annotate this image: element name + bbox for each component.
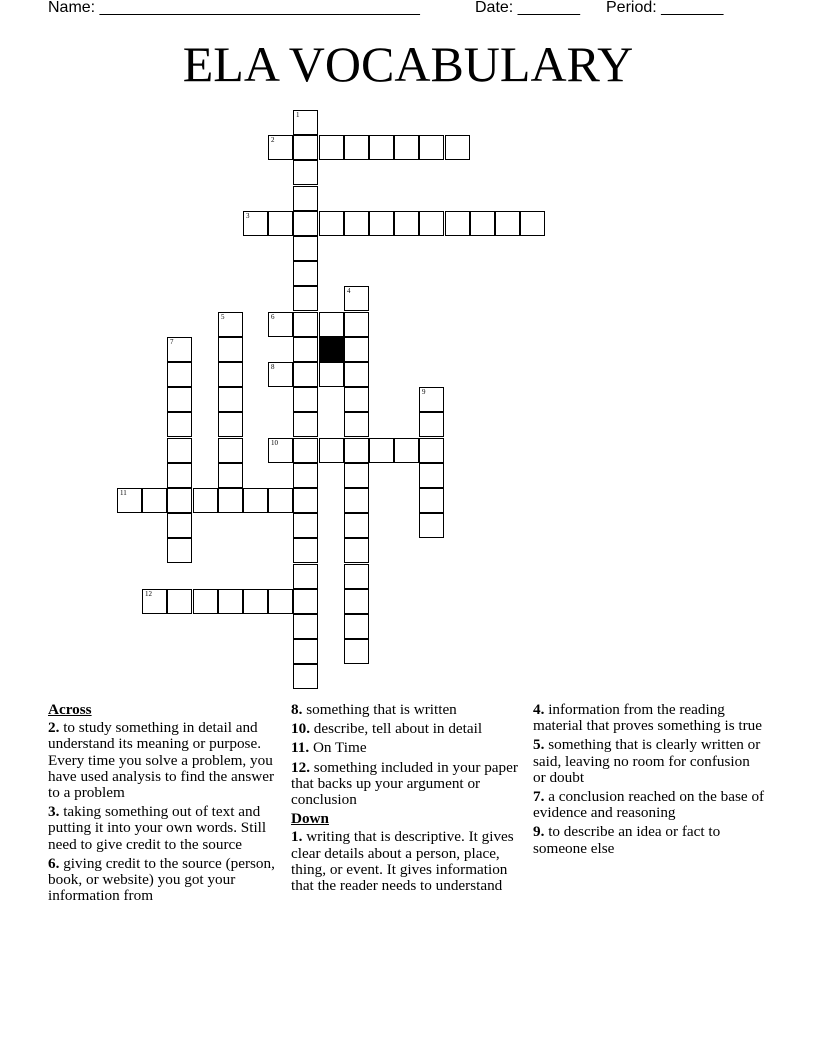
crossword-cell[interactable]	[268, 589, 293, 614]
crossword-cell[interactable]	[218, 412, 243, 437]
crossword-cell[interactable]	[369, 438, 394, 463]
crossword-cell[interactable]	[419, 463, 444, 488]
crossword-cell[interactable]	[243, 589, 268, 614]
crossword-cell[interactable]	[394, 135, 419, 160]
crossword-cell[interactable]	[344, 362, 369, 387]
clue-text: giving credit to the source (person, book, or website) you got your information from	[48, 854, 275, 905]
crossword-cell[interactable]	[218, 312, 243, 337]
crossword-cell[interactable]	[167, 463, 192, 488]
crossword-cell[interactable]	[218, 463, 243, 488]
clue-number: 10	[271, 439, 278, 447]
date-field[interactable]: Date: _______	[475, 0, 580, 16]
crossword-cell[interactable]	[193, 589, 218, 614]
crossword-cell[interactable]	[167, 387, 192, 412]
clue-text: a conclusion reached on the base of evidence and reasoning	[533, 788, 765, 822]
crossword-cell[interactable]	[293, 211, 318, 236]
crossword-cell[interactable]	[293, 186, 318, 211]
clue-number: 2	[271, 136, 275, 144]
clue-item	[533, 737, 765, 786]
crossword-cell[interactable]	[167, 488, 192, 513]
clue-item	[48, 720, 280, 801]
crossword-cell[interactable]	[218, 337, 243, 362]
crossword-cell[interactable]	[293, 538, 318, 563]
clue-number-label: 9.	[533, 823, 545, 841]
crossword-cell[interactable]	[344, 211, 369, 236]
clue-item	[291, 721, 523, 737]
crossword-cell[interactable]	[293, 110, 318, 135]
page-title: ELA VOCABULARY	[182, 36, 634, 92]
crossword-cell[interactable]	[394, 211, 419, 236]
crossword-cell[interactable]	[293, 438, 318, 463]
crossword-cell[interactable]	[419, 438, 444, 463]
clue-number: 1	[296, 111, 300, 119]
crossword-cell[interactable]	[117, 488, 142, 513]
clue-item	[533, 702, 765, 734]
crossword-cell[interactable]	[369, 211, 394, 236]
crossword-cell[interactable]	[268, 135, 293, 160]
crossword-cell[interactable]	[293, 589, 318, 614]
clues-column-2	[291, 702, 523, 897]
clue-number: 6	[271, 313, 275, 321]
clue-number-label: 10.	[291, 720, 310, 738]
crossword-cell[interactable]	[319, 135, 344, 160]
crossword-cell[interactable]	[167, 412, 192, 437]
clue-number-label: 11.	[291, 739, 310, 757]
crossword-cell[interactable]	[445, 135, 470, 160]
crossword-cell[interactable]	[167, 589, 192, 614]
crossword-cell[interactable]	[293, 236, 318, 261]
crossword-cell[interactable]	[344, 412, 369, 437]
crossword-cell[interactable]	[218, 362, 243, 387]
crossword-cell[interactable]	[344, 589, 369, 614]
clue-item	[533, 824, 765, 856]
clue-number-label: 5.	[533, 736, 545, 754]
clue-text: something that is clearly written or said, leaving no room for confusion or doubt	[533, 736, 761, 786]
crossword-cell[interactable]	[419, 513, 444, 538]
crossword-cell[interactable]	[268, 362, 293, 387]
clue-number-label: 6.	[48, 854, 60, 872]
crossword-cell[interactable]	[293, 488, 318, 513]
crossword-cell[interactable]	[344, 538, 369, 563]
clue-item	[533, 789, 765, 821]
clue-item	[291, 740, 523, 756]
crossword-cell[interactable]	[520, 211, 545, 236]
crossword-cell[interactable]	[268, 211, 293, 236]
crossword-cell[interactable]	[344, 286, 369, 311]
crossword-cell[interactable]	[293, 513, 318, 538]
crossword-cell[interactable]	[218, 589, 243, 614]
crossword-cell[interactable]	[218, 488, 243, 513]
crossword-cell[interactable]	[445, 211, 470, 236]
crossword-cell[interactable]	[293, 564, 318, 589]
crossword-cell[interactable]	[268, 312, 293, 337]
crossword-cell[interactable]	[344, 312, 369, 337]
crossword-cell[interactable]	[344, 387, 369, 412]
crossword-cell[interactable]	[344, 337, 369, 362]
crossword-cell[interactable]	[344, 438, 369, 463]
clue-item	[291, 760, 523, 809]
clue-item	[48, 856, 280, 905]
clue-number-label: 2.	[48, 719, 60, 737]
clue-number: 9	[422, 388, 426, 396]
crossword-cell[interactable]	[268, 488, 293, 513]
clue-number: 8	[271, 363, 275, 371]
clue-number: 12	[145, 590, 152, 598]
clue-text: information from the reading material that proves something is true	[533, 701, 763, 735]
crossword-cell[interactable]	[293, 463, 318, 488]
clue-item	[291, 702, 523, 718]
clue-number: 11	[120, 489, 127, 497]
crossword-cell[interactable]	[167, 362, 192, 387]
clue-text: to describe an idea or fact to someone else	[533, 823, 721, 857]
crossword-cell[interactable]	[319, 211, 344, 236]
crossword-cell[interactable]	[319, 312, 344, 337]
crossword-cell[interactable]	[293, 362, 318, 387]
clue-number-label: 1.	[291, 828, 303, 846]
period-field[interactable]: Period: _______	[606, 0, 724, 16]
clue-number: 5	[221, 313, 225, 321]
clue-number-label: 7.	[533, 788, 545, 806]
clue-item	[48, 804, 280, 853]
clue-text: to study something in detail and understand its meaning or purpose. Every time you solve a problem, you have used analysis to find the answer to a problem	[48, 719, 275, 802]
crossword-cell[interactable]	[167, 337, 192, 362]
down-heading: Down	[291, 810, 329, 828]
crossword-cell[interactable]	[293, 337, 318, 362]
crossword-cell[interactable]	[293, 312, 318, 337]
crossword-cell[interactable]	[193, 488, 218, 513]
crossword-cell[interactable]	[344, 564, 369, 589]
clue-number-label: 8.	[291, 701, 303, 718]
crossword-cell[interactable]	[293, 286, 318, 311]
crossword-cell[interactable]	[218, 387, 243, 412]
crossword-cell[interactable]	[243, 488, 268, 513]
crossword-cell[interactable]	[344, 463, 369, 488]
crossword-cell[interactable]	[218, 438, 243, 463]
name-field[interactable]: Name: ____________________________________	[48, 0, 420, 16]
crossword-cell[interactable]	[344, 639, 369, 664]
clue-item	[291, 829, 523, 894]
clue-text: On Time	[312, 739, 367, 757]
clue-text: something that is written	[306, 701, 457, 718]
clue-number-label: 4.	[533, 701, 545, 718]
crossword-cell[interactable]	[344, 488, 369, 513]
clue-text: taking something out of text and putting it into your own words. Still need to give credit to the source	[48, 803, 267, 853]
crossword-cell[interactable]	[293, 160, 318, 185]
crossword-cell[interactable]	[167, 513, 192, 538]
crossword-cell[interactable]	[142, 589, 167, 614]
crossword-cell[interactable]	[268, 438, 293, 463]
clue-text: describe, tell about in detail	[313, 720, 483, 738]
crossword-cell[interactable]	[394, 438, 419, 463]
crossword-cell[interactable]	[495, 211, 520, 236]
crossword-cell[interactable]	[344, 614, 369, 639]
crossword-cell[interactable]	[419, 387, 444, 412]
clues-column-3	[533, 702, 765, 860]
crossword-cell[interactable]	[470, 211, 495, 236]
crossword-cell[interactable]	[293, 412, 318, 437]
crossword-cell[interactable]	[344, 135, 369, 160]
crossword-cell[interactable]	[167, 438, 192, 463]
clue-number: 7	[170, 338, 174, 346]
crossword-cell[interactable]	[293, 261, 318, 286]
clue-number: 3	[246, 212, 250, 220]
crossword-cell[interactable]	[419, 412, 444, 437]
clue-text: something included in your paper that backs up your argument or conclusion	[291, 758, 518, 809]
crossword-cell[interactable]	[344, 513, 369, 538]
crossword-cell[interactable]	[319, 438, 344, 463]
crossword-block	[319, 337, 344, 362]
crossword-cell[interactable]	[142, 488, 167, 513]
clue-number-label: 12.	[291, 758, 310, 776]
clue-number-label: 3.	[48, 803, 60, 821]
crossword-cell[interactable]	[243, 211, 268, 236]
crossword-cell[interactable]	[293, 639, 318, 664]
across-heading: Across	[48, 701, 92, 718]
clues-column-1	[48, 702, 280, 907]
crossword-cell[interactable]	[419, 211, 444, 236]
crossword-cell[interactable]	[293, 387, 318, 412]
crossword-cell[interactable]	[167, 538, 192, 563]
crossword-cell[interactable]	[293, 135, 318, 160]
crossword-cell[interactable]	[293, 664, 318, 689]
clue-number: 4	[347, 287, 351, 295]
crossword-cell[interactable]	[419, 488, 444, 513]
crossword-cell[interactable]	[369, 135, 394, 160]
crossword-cell[interactable]	[319, 362, 344, 387]
crossword-cell[interactable]	[293, 614, 318, 639]
crossword-cell[interactable]	[419, 135, 444, 160]
clue-text: writing that is descriptive. It gives clear details about a person, place, thing, or event. It gives information that the reader needs to understand	[291, 828, 514, 895]
